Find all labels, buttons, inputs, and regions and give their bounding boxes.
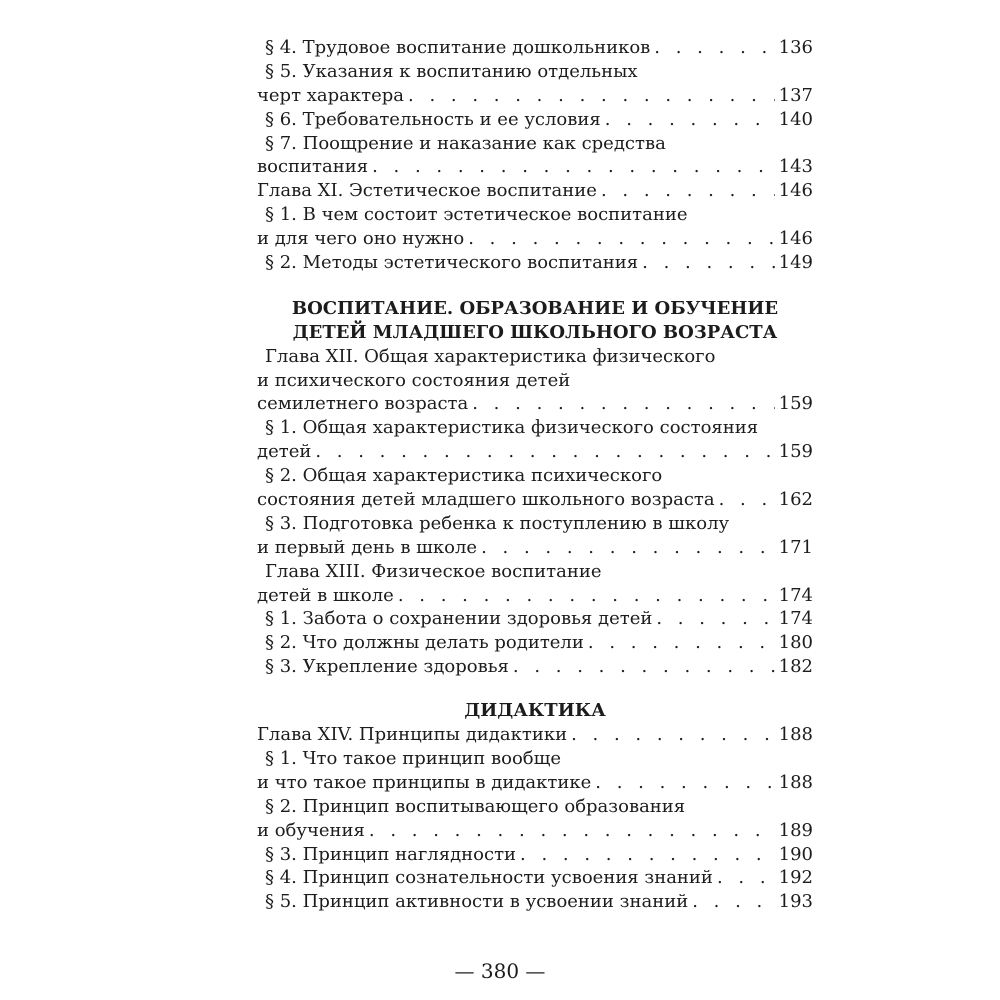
toc-entry-leader-line (257, 819, 813, 843)
toc-entry (257, 795, 813, 843)
toc-entry-line: § 1. Общая характеристика физического состояния (265, 417, 759, 439)
page-number: — 380 — (454, 959, 546, 983)
toc-entry-leader-line (257, 251, 813, 275)
dot-leader (311, 440, 774, 464)
toc-entry-leader-line (257, 584, 813, 608)
toc-entry-page-number: 136 (778, 37, 813, 58)
toc-entry-page-number: 174 (778, 584, 813, 606)
section-heading-didactics: ДИДАКТИКА (464, 700, 606, 722)
toc-entry-page-number: 159 (778, 393, 813, 415)
toc-entry-page-number: 146 (778, 180, 813, 202)
toc-entry-title: § 6. Требовательность и ее условия (265, 108, 601, 130)
toc-entry-page-number: 140 (778, 108, 813, 130)
toc-entry-line: § 1. В чем состоит эстетическое воспитание (265, 204, 688, 226)
toc-entry-leader-line (257, 488, 813, 512)
toc-entry-title: § 4. Принцип сознательности усвоения знаний (265, 867, 713, 889)
toc-entry-line: Глава XII. Общая характеристика физического (265, 345, 716, 367)
toc-entry-title: Глава XIV. Принципы дидактики (257, 724, 568, 746)
toc-entry-title: и обучения (257, 819, 365, 841)
dot-leader (584, 631, 775, 655)
dot-leader (509, 655, 775, 679)
dot-leader (688, 890, 774, 914)
toc-entry-line: и психического состояния детей (257, 369, 571, 391)
toc-entry-line: § 2. Принцип воспитывающего образования (265, 795, 686, 817)
toc-entry (257, 560, 813, 608)
dot-leader (597, 179, 775, 203)
toc-entry-page-number: 159 (778, 441, 813, 463)
toc-entry-title: Глава XI. Эстетическое воспитание (257, 180, 597, 202)
toc-entry-leader-line (257, 536, 813, 560)
toc-entry (257, 512, 813, 560)
section-gap (257, 679, 813, 699)
toc-entry-title: воспитания (257, 156, 369, 178)
toc-entry-title: детей (257, 441, 312, 463)
dot-leader (591, 771, 774, 795)
toc-entry-title: состояния детей младшего школьного возраста (257, 489, 715, 511)
dot-leader (464, 227, 774, 251)
toc-entry-page-number: 182 (778, 656, 813, 678)
toc-entry-title: § 5. Принцип активности в усвоении знаний (265, 891, 689, 913)
toc-entry-leader-line (257, 866, 813, 890)
toc-entry (257, 607, 813, 631)
toc-group-didactics (257, 723, 813, 914)
toc-entry-leader-line (257, 392, 813, 416)
toc-entry-title: черт характера (257, 84, 405, 106)
toc-entry (257, 36, 813, 60)
toc-entry-title: § 4. Трудовое воспитание дошкольников (265, 37, 651, 58)
toc-entry-page-number: 188 (778, 724, 813, 746)
toc-entry-line: § 3. Подготовка ребенка к поступлению в школу (265, 512, 730, 534)
dot-leader (601, 108, 775, 132)
toc-entry-leader-line (257, 771, 813, 795)
toc-entry-page-number: 193 (778, 891, 813, 913)
dot-leader (715, 488, 775, 512)
toc-entry-title: и первый день в школе (257, 536, 478, 558)
toc-entry-line: § 1. Что такое принцип вообще (265, 747, 562, 769)
toc-entry-leader-line (257, 155, 813, 179)
toc-entry (257, 866, 813, 890)
toc-entry-line: § 2. Общая характеристика психического (265, 465, 663, 487)
toc-entry-leader-line (257, 843, 813, 867)
toc-group-school (257, 345, 813, 679)
section-heading-line-2: ДЕТЕЙ МЛАДШЕГО ШКОЛЬНОГО ВОЗРАСТА (292, 321, 778, 343)
toc-entry-page-number: 146 (778, 228, 813, 250)
toc-entry-leader-line (257, 655, 813, 679)
dot-leader (404, 84, 775, 108)
toc-entry-line: § 5. Указания к воспитанию отдельных (265, 60, 638, 82)
toc-entry-title: § 1. Забота о сохранении здоровья детей (265, 608, 653, 630)
dot-leader (477, 536, 775, 560)
toc-entry-leader-line (257, 108, 813, 132)
toc-entry-page-number: 174 (778, 608, 813, 630)
toc-group-top (257, 36, 813, 275)
toc-entry-title: семилетнего возраста (257, 393, 469, 415)
toc-entry (257, 416, 813, 464)
toc-entry-page-number: 171 (778, 536, 813, 558)
dot-leader (368, 155, 775, 179)
toc-entry (257, 747, 813, 795)
section-heading-line-1: ВОСПИТАНИЕ. ОБРАЗОВАНИЕ И ОБУЧЕНИЕ (291, 297, 779, 319)
dot-leader (713, 866, 775, 890)
toc-entry (257, 843, 813, 867)
dot-leader (567, 723, 775, 747)
table-of-contents (257, 36, 813, 914)
toc-entry-leader-line (257, 440, 813, 464)
dot-leader (394, 584, 775, 608)
dot-leader (652, 607, 774, 631)
dot-leader (365, 819, 775, 843)
toc-entry-title: детей в школе (257, 584, 394, 606)
toc-entry-page-number: 189 (778, 819, 813, 841)
toc-entry-title: § 3. Принцип наглядности (265, 843, 517, 865)
toc-entry (257, 464, 813, 512)
dot-leader (638, 251, 774, 275)
section-gap (257, 275, 813, 297)
toc-entry-title: § 2. Методы эстетического воспитания (265, 252, 639, 274)
toc-entry-title: § 2. Что должны делать родители (265, 632, 584, 654)
toc-entry-leader-line (257, 227, 813, 251)
toc-entry-line: Глава XIII. Физическое воспитание (265, 560, 602, 582)
toc-entry-title: и для чего оно нужно (257, 228, 465, 250)
toc-entry (257, 203, 813, 251)
toc-entry-leader-line (257, 723, 813, 747)
toc-entry-page-number: 149 (778, 252, 813, 274)
toc-entry-leader-line (257, 36, 813, 60)
toc-entry-leader-line (257, 631, 813, 655)
dot-leader (650, 36, 774, 60)
toc-entry (257, 108, 813, 132)
toc-entry-page-number: 190 (778, 843, 813, 865)
toc-entry (257, 890, 813, 914)
toc-entry-leader-line (257, 179, 813, 203)
toc-entry-page-number: 180 (778, 632, 813, 654)
toc-entry-page-number: 188 (778, 771, 813, 793)
dot-leader (468, 392, 774, 416)
toc-entry-title: и что такое принципы в дидактике (257, 771, 592, 793)
toc-entry (257, 60, 813, 108)
dot-leader (516, 843, 775, 867)
toc-entry (257, 723, 813, 747)
toc-entry (257, 179, 813, 203)
toc-entry-page-number: 143 (778, 156, 813, 178)
toc-entry (257, 251, 813, 275)
toc-entry (257, 655, 813, 679)
toc-entry-leader-line (257, 607, 813, 631)
toc-entry (257, 345, 813, 417)
toc-entry-page-number: 162 (778, 489, 813, 511)
toc-entry-leader-line (257, 890, 813, 914)
toc-entry-title: § 3. Укрепление здоровья (265, 656, 509, 678)
toc-entry (257, 631, 813, 655)
toc-entry-page-number: 137 (778, 84, 813, 106)
toc-entry-line: § 7. Поощрение и наказание как средства (265, 132, 666, 154)
toc-entry-leader-line (257, 84, 813, 108)
toc-entry (257, 132, 813, 180)
toc-entry-page-number: 192 (778, 867, 813, 889)
